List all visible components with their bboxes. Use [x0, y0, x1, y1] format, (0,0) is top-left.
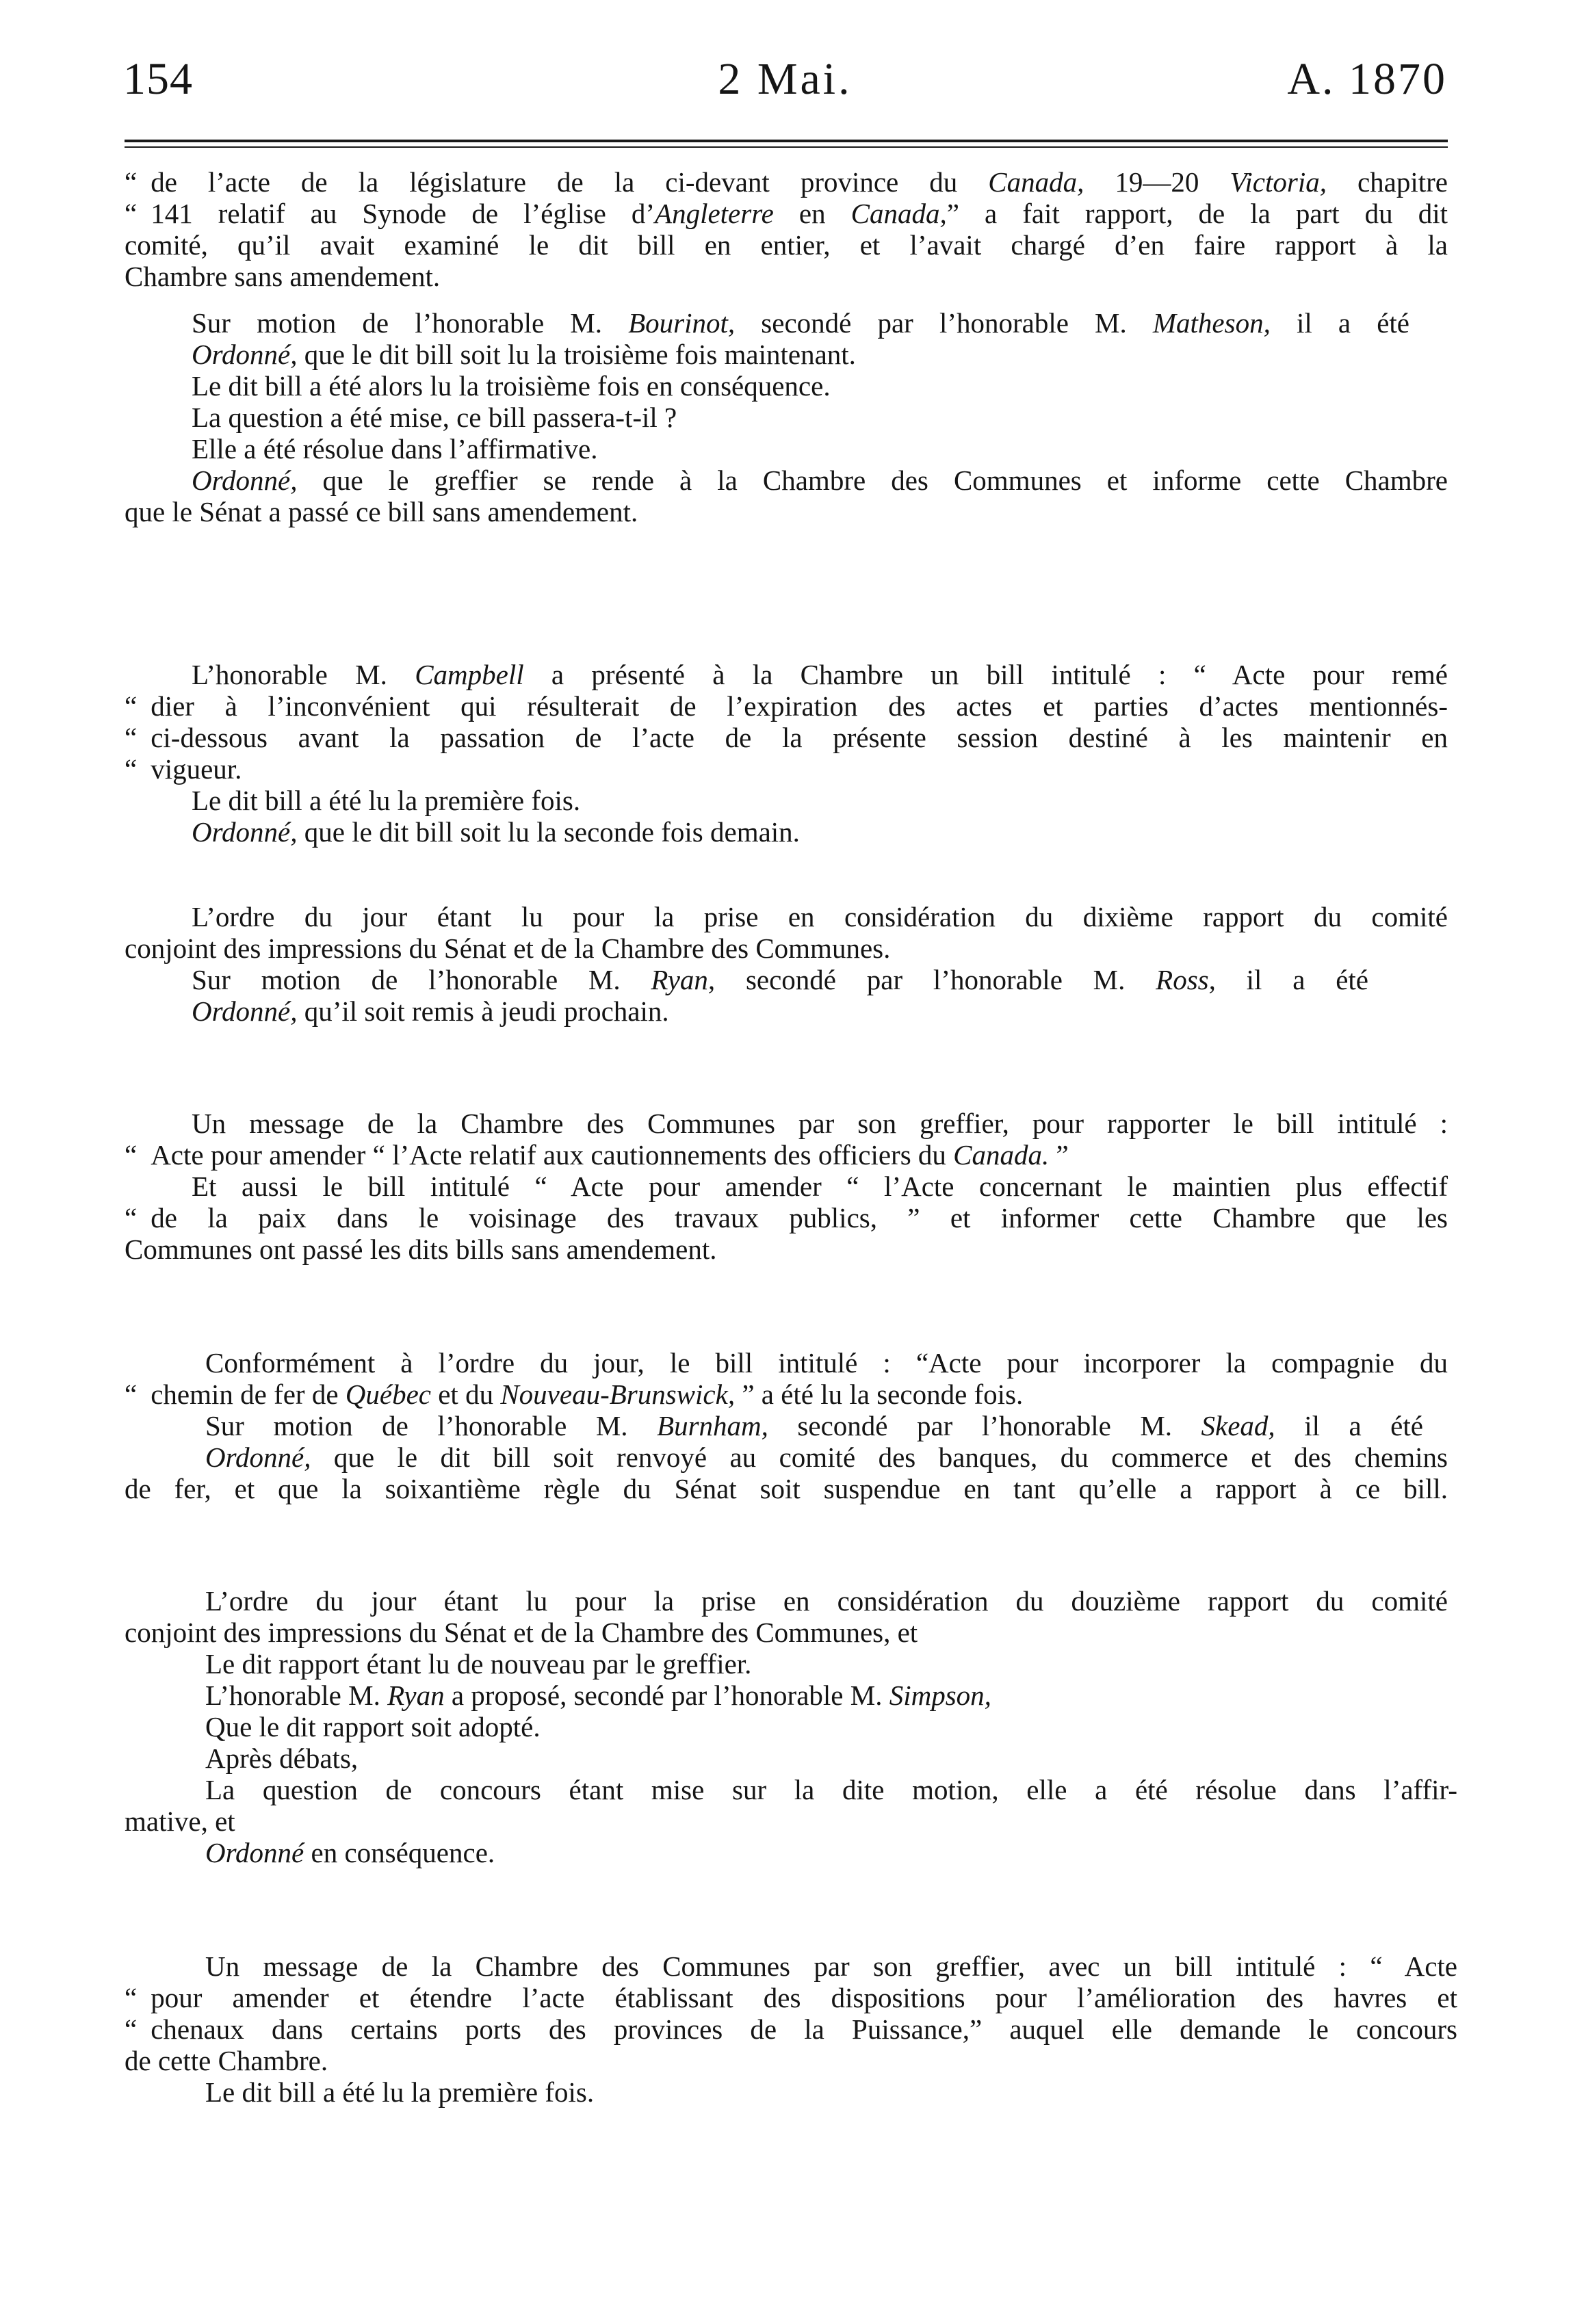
- text-run: il a été: [1275, 1410, 1423, 1441]
- text-run: a présenté à la Chambre un bill intitulé : “ Acte pour remé: [523, 659, 1448, 690]
- italic-name: Burnham,: [657, 1410, 768, 1441]
- text-run: que le dit bill soit lu la troisième fois maintenant.: [297, 339, 856, 370]
- quote-mark: “: [125, 166, 138, 198]
- italic-name: Ordonné: [205, 1837, 304, 1868]
- italic-name: Canada,: [988, 166, 1084, 198]
- text-run: dier à l’inconvénient qui résulterait de l’expiration des actes et parties d’actes mentionnés-: [151, 690, 1448, 722]
- text-run: comité, qu’il avait examiné le dit bill en entier, et l’avait chargé d’en faire rapport à la: [125, 229, 1448, 261]
- text-run: conjoint des impressions du Sénat et de la Chambre des Communes.: [125, 932, 891, 964]
- text-line: [205, 1710, 541, 1743]
- text-line: [125, 197, 1448, 230]
- text-line: [125, 690, 1448, 722]
- italic-name: Ross,: [1156, 964, 1216, 995]
- text-run: L’honorable M.: [205, 1680, 388, 1711]
- text-line: [192, 1170, 1448, 1203]
- text-line: [205, 1647, 751, 1680]
- text-run: Conformément à l’ordre du jour, le bill intitulé : “Acte pour incorporer la compagnie du: [205, 1347, 1448, 1379]
- text-run: a proposé, secondé par l’honorable M.: [444, 1680, 889, 1711]
- text-line: [192, 1107, 1448, 1140]
- text-run: Un message de la Chambre des Communes par son greffier, pour rapporter le bill intitulé :: [192, 1108, 1448, 1139]
- text-line: [125, 495, 638, 528]
- text-run: secondé par l’honorable M.: [768, 1410, 1201, 1441]
- text-run: que le greffier se rende à la Chambre des Communes et informe cette Chambre: [297, 465, 1448, 496]
- text-line: [125, 2044, 328, 2077]
- text-run: La question de concours étant mise sur la dite motion, elle a été résolue dans l’affir-: [205, 1774, 1457, 1805]
- text-line: [192, 995, 669, 1028]
- text-run: L’ordre du jour étant lu pour la prise en considération du dixième rapport du comité: [192, 901, 1448, 932]
- italic-name: Ordonné,: [192, 816, 298, 848]
- text-line: [205, 2076, 594, 2108]
- quote-mark: “: [125, 1202, 138, 1233]
- text-run: Un message de la Chambre des Communes par son greffier, avec un bill intitulé : “ Acte: [205, 1950, 1457, 1982]
- text-run: ” a fait rapport, de la part du dit: [946, 198, 1448, 229]
- text-run: que le dit bill soit lu la seconde fois demain.: [297, 816, 800, 848]
- page-year: A. 1870: [1287, 54, 1447, 104]
- text-run: L’honorable M.: [192, 659, 415, 690]
- italic-name: Ordonné,: [192, 339, 298, 370]
- text-line: [125, 229, 1448, 261]
- text-line: [205, 1409, 1423, 1442]
- italic-name: Nouveau-Brunswick,: [500, 1379, 736, 1410]
- text-line: [205, 1950, 1457, 1983]
- text-run: Chambre sans amendement.: [125, 261, 441, 292]
- italic-name: Victoria,: [1230, 166, 1327, 198]
- text-line: [192, 464, 1448, 497]
- text-run: en conséquence.: [304, 1837, 495, 1868]
- text-run: de fer, et que la soixantième règle du Sénat soit suspendue en tant qu’elle a rapport à ce bill.: [125, 1473, 1448, 1504]
- italic-name: Canada,: [850, 198, 947, 229]
- page-number: 154: [123, 54, 193, 104]
- text-run: Le dit bill a été alors lu la troisième fois en conséquence.: [192, 370, 831, 402]
- text-run: Le dit bill a été lu la première fois.: [192, 785, 581, 816]
- quote-mark: “: [125, 1139, 138, 1171]
- text-run: secondé par l’honorable M.: [715, 964, 1156, 995]
- text-run: Que le dit rapport soit adopté.: [205, 1711, 541, 1742]
- quote-mark: “: [125, 198, 138, 229]
- text-run: il a été: [1270, 307, 1409, 339]
- italic-name: Ordonné,: [192, 465, 298, 496]
- text-line: [192, 658, 1448, 691]
- text-line: [125, 721, 1448, 754]
- quote-mark: “: [125, 1982, 138, 2013]
- text-run: Acte pour amender “ l’Acte relatif aux cautionnements des officiers du: [151, 1139, 954, 1171]
- text-line: [192, 432, 597, 465]
- italic-name: Ryan,: [651, 964, 716, 995]
- text-run: pour amender et étendre l’acte établissant des dispositions pour l’amélioration des havres et: [151, 1982, 1457, 2013]
- text-run: Le dit rapport étant lu de nouveau par le greffier.: [205, 1648, 752, 1680]
- page-date: 2 Mai.: [718, 54, 853, 104]
- text-line: [192, 963, 1368, 996]
- text-run: Après débats,: [205, 1742, 359, 1774]
- text-line: [192, 369, 831, 402]
- text-line: [125, 1616, 918, 1649]
- quote-mark: “: [125, 2013, 138, 2045]
- italic-name: Simpson,: [889, 1680, 991, 1711]
- text-run: et du: [430, 1379, 501, 1410]
- text-line: [125, 1378, 1023, 1411]
- text-run: vigueur.: [151, 753, 242, 785]
- text-line: [125, 1981, 1457, 2014]
- text-run: chapitre: [1326, 166, 1448, 198]
- italic-name: Campbell: [415, 659, 524, 690]
- text-line: [125, 2013, 1457, 2046]
- text-run: Le dit bill a été lu la première fois.: [205, 2076, 595, 2108]
- header-rule: [125, 140, 1448, 142]
- text-run: Sur motion de l’honorable M.: [192, 307, 629, 339]
- text-run: de l’acte de la législature de la ci-devant province du: [151, 166, 989, 198]
- text-line: [125, 1138, 1069, 1171]
- text-line: [205, 1742, 358, 1775]
- text-run: chemin de fer de: [151, 1379, 346, 1410]
- text-run: Sur motion de l’honorable M.: [192, 964, 651, 995]
- italic-name: Ordonné,: [205, 1441, 311, 1473]
- text-line: [205, 1346, 1448, 1379]
- text-run: secondé par l’honorable M.: [735, 307, 1153, 339]
- text-line: [205, 1836, 495, 1869]
- text-run: en: [773, 198, 851, 229]
- italic-name: Québec: [345, 1379, 431, 1410]
- text-line: [192, 815, 800, 848]
- text-run: La question a été mise, ce bill passera-t-il ?: [192, 402, 677, 433]
- text-run: Sur motion de l’honorable M.: [205, 1410, 658, 1441]
- text-run: de la paix dans le voisinage des travaux publics, ” et informer cette Chambre que les: [151, 1202, 1448, 1233]
- text-line: [205, 1679, 991, 1712]
- text-run: 141 relatif au Synode de l’église d’: [151, 198, 655, 229]
- text-line: [125, 260, 440, 293]
- italic-name: Matheson,: [1152, 307, 1271, 339]
- text-run: Communes ont passé les dits bills sans amendement.: [125, 1233, 717, 1265]
- text-line: [125, 932, 890, 965]
- quote-mark: “: [125, 722, 138, 753]
- text-line: [205, 1441, 1448, 1474]
- header-rule-thin: [125, 146, 1448, 148]
- italic-name: Bourinot,: [628, 307, 736, 339]
- text-run: de cette Chambre.: [125, 2045, 328, 2076]
- italic-name: Ordonné,: [192, 995, 298, 1027]
- text-line: [192, 306, 1409, 339]
- running-header: [123, 53, 1447, 129]
- text-run: il a été: [1215, 964, 1368, 995]
- text-line: [192, 900, 1448, 933]
- text-line: [125, 1805, 235, 1838]
- text-line: [125, 753, 242, 785]
- text-run: que le Sénat a passé ce bill sans amendement.: [125, 496, 638, 527]
- text-line: [125, 1233, 716, 1266]
- text-line: [192, 401, 677, 434]
- italic-name: Angleterre: [655, 198, 774, 229]
- text-run: qu’il soit remis à jeudi prochain.: [297, 995, 669, 1027]
- text-run: 19—20: [1084, 166, 1230, 198]
- text-run: conjoint des impressions du Sénat et de la Chambre des Communes, et: [125, 1617, 918, 1648]
- italic-name: Canada.: [953, 1139, 1050, 1171]
- text-run: que le dit bill soit renvoyé au comité des banques, du commerce et des chemins: [311, 1441, 1448, 1473]
- text-line: [125, 166, 1448, 198]
- italic-name: Skead,: [1201, 1410, 1275, 1441]
- text-run: L’ordre du jour étant lu pour la prise en considération du douzième rapport du comité: [205, 1585, 1448, 1617]
- text-run: ”: [1049, 1139, 1069, 1171]
- text-run: ” a été lu la seconde fois.: [735, 1379, 1024, 1410]
- text-line: [125, 1201, 1448, 1234]
- text-run: Et aussi le bill intitulé “ Acte pour amender “ l’Acte concernant le maintien plus effectif: [192, 1171, 1448, 1202]
- text-line: [125, 1472, 1448, 1505]
- text-line: [192, 784, 580, 817]
- text-line: [192, 338, 856, 371]
- quote-mark: “: [125, 753, 138, 785]
- quote-mark: “: [125, 1379, 138, 1410]
- text-line: [205, 1584, 1448, 1617]
- quote-mark: “: [125, 690, 138, 722]
- text-run: chenaux dans certains ports des provinces de la Puissance,” auquel elle demande le concours: [151, 2013, 1457, 2045]
- text-line: [205, 1773, 1457, 1806]
- text-run: ci-dessous avant la passation de l’acte de la présente session destiné à les maintenir en: [151, 722, 1448, 753]
- text-run: Elle a été résolue dans l’affirmative.: [192, 433, 598, 465]
- text-run: mative, et: [125, 1805, 235, 1837]
- italic-name: Ryan: [387, 1680, 445, 1711]
